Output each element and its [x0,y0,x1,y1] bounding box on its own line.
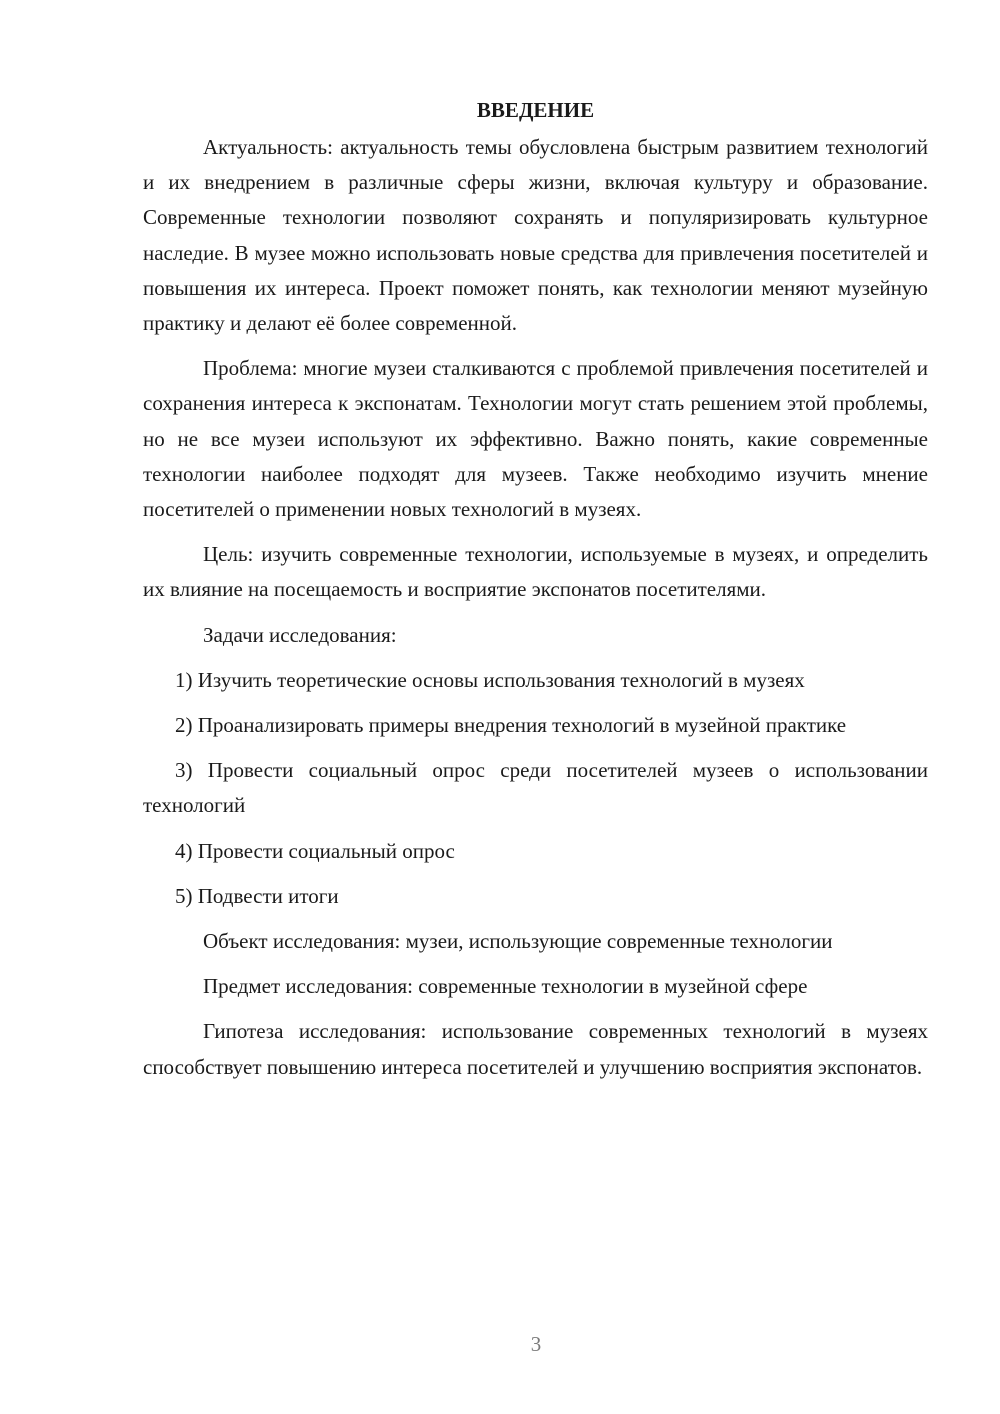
hypothesis-paragraph: Гипотеза исследования: использование современных технологий в музеях способствует повышению интереса посетителей и улучшению восприятия экспонатов. [143,1019,928,1079]
tasks-heading: Задачи исследования: [203,622,397,647]
task-item-1: 1) Изучить теоретические основы использования технологий в музеях [175,667,805,692]
section-title: ВВЕДЕНИЕ [476,98,595,122]
relevance-paragraph: Актуальность: актуальность темы обусловлена быстрым развитием технологий и их внедрением в различные сферы жизни, включая культуру и образование. Современные технологии позволяют сохранять и популяризировать культурное наследие. В музее можно использовать новые средства для привлечения посетителей и повышения их интереса. Проект поможет понять, как технологии меняют музейную практику и делают её более современной. [143,135,928,336]
page-number: 3 [530,1332,542,1356]
task-item-5: 5) Подвести итоги [175,883,339,908]
goal-paragraph: Цель: изучить современные технологии, используемые в музеях, и определить их влияние на посещаемость и восприятие экспонатов посетителями. [143,542,928,602]
task-item-4: 4) Провести социальный опрос [175,838,455,863]
problem-paragraph: Проблема: многие музеи сталкиваются с проблемой привлечения посетителей и сохранения интереса к экспонатам. Технологии могут стать решением этой проблемы, но не все музеи используют их эффективно. Важно понять, какие современные технологии наиболее подходят для музеев. Также необходимо изучить мнение посетителей о применении новых технологий в музеях. [143,356,928,522]
object-paragraph: Объект исследования: музеи, использующие современные технологии [203,929,833,954]
task-item-2: 2) Проанализировать примеры внедрения технологий в музейной практике [175,713,847,738]
task-item-3: 3) Провести социальный опрос среди посетителей музеев о использовании технологий [143,758,928,818]
subject-paragraph: Предмет исследования: современные технологии в музейной сфере [203,974,808,999]
page-content [143,93,928,1095]
